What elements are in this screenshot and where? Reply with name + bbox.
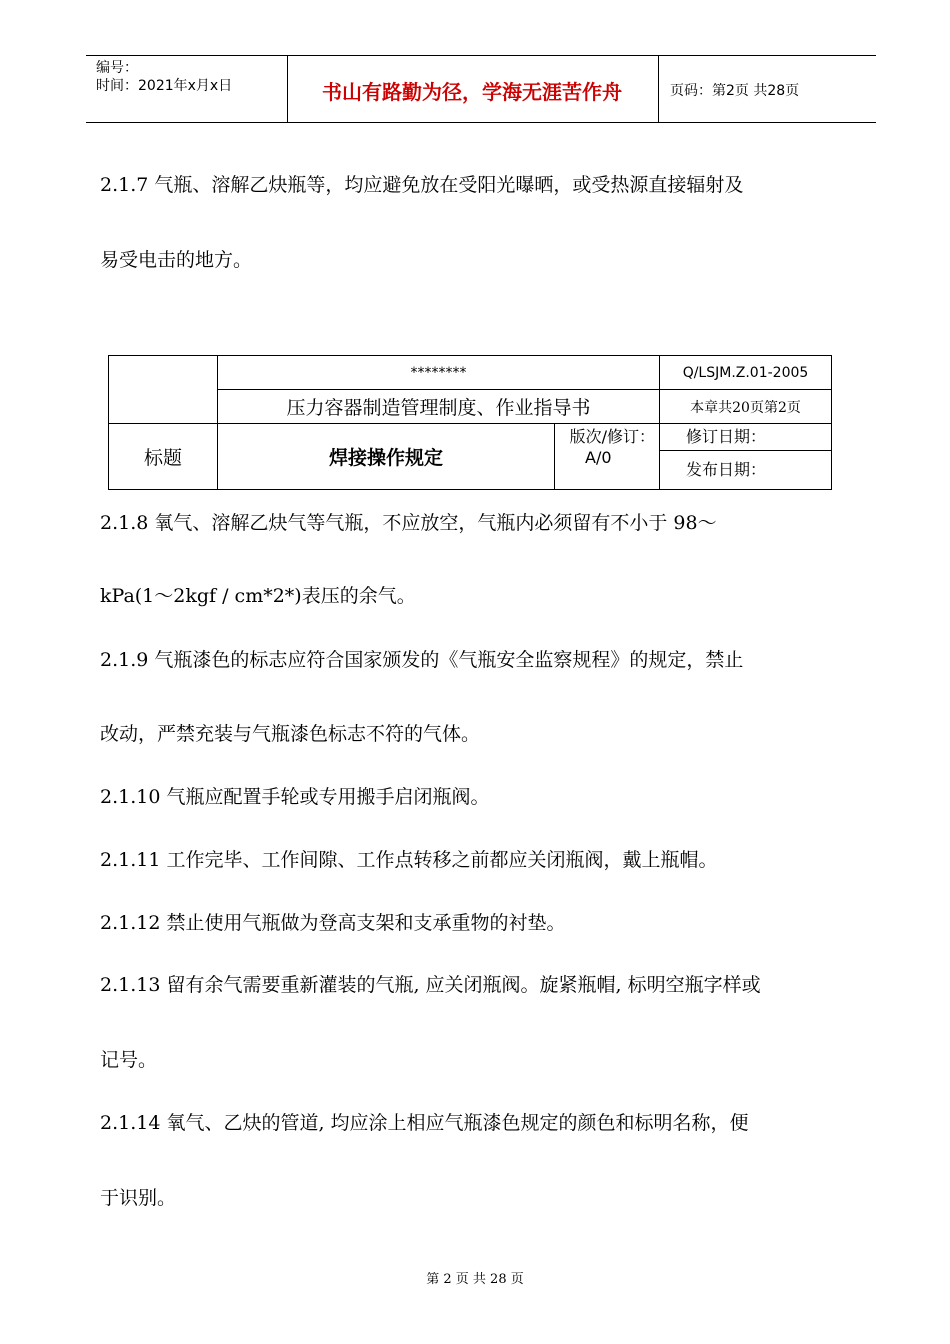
clause-2-1-7-line2: 易受电击的地方。 xyxy=(100,249,253,271)
clause-2-1-8-line2: kPa(1～2kgf / cm*2*)表压的余气。 xyxy=(100,585,416,607)
revise-date-label: 修订日期： xyxy=(660,424,831,451)
clause-2-1-10: 2.1.10 气瓶应配置手轮或专用搬手启闭瓶阀。 xyxy=(100,786,490,808)
clause-2-1-8-line1: 2.1.8 氧气、溶解乙炔气等气瓶，不应放空，气瓶内必须留有不小于 98～ xyxy=(100,512,717,534)
header-number-label: 编号： xyxy=(96,60,138,76)
dates-cell xyxy=(660,424,832,490)
version-cell xyxy=(555,424,660,490)
publish-date-label: 发布日期： xyxy=(686,460,767,479)
title-value: 焊接操作规定 xyxy=(218,424,555,490)
header-motto: 书山有路勤为径，学海无涯苦作舟 xyxy=(322,80,622,104)
table-blank-cell xyxy=(109,356,218,424)
title-label: 标题 xyxy=(109,424,218,490)
clause-2-1-14-line2: 于识别。 xyxy=(100,1187,177,1209)
header-page-label: 页码：第2页 共28页 xyxy=(670,83,800,99)
version-label: 版次/修订： xyxy=(569,427,655,446)
document-title: 压力容器制造管理制度、作业指导书 xyxy=(218,390,660,424)
clause-2-1-12: 2.1.12 禁止使用气瓶做为登高支架和支承重物的衬垫。 xyxy=(100,912,566,934)
clause-2-1-11: 2.1.11 工作完毕、工作间隙、工作点转移之前都应关闭瓶阀，戴上瓶帽。 xyxy=(100,849,718,871)
clause-2-1-9-line2: 改动，严禁充装与气瓶漆色标志不符的气体。 xyxy=(100,723,481,745)
clause-2-1-7-line1: 2.1.7 气瓶、溶解乙炔瓶等，均应避免放在受阳光曝晒，或受热源直接辐射及 xyxy=(100,174,744,196)
document-code: Q/LSJM.Z.01-2005 xyxy=(660,356,832,390)
version-value: A/0 xyxy=(585,448,612,467)
clause-2-1-14-line1: 2.1.14 氧气、乙炔的管道, 均应涂上相应气瓶漆色规定的颜色和标明名称，便 xyxy=(100,1112,749,1134)
document-info-table xyxy=(108,355,832,490)
header-top-rule xyxy=(86,55,876,56)
clause-2-1-9-line1: 2.1.9 气瓶漆色的标志应符合国家颁发的《气瓶安全监察规程》的规定，禁止 xyxy=(100,649,744,671)
clause-2-1-13-line1: 2.1.13 留有余气需要重新灌装的气瓶, 应关闭瓶阀。旋紧瓶帽, 标明空瓶字样或 xyxy=(100,974,761,996)
header-time-label: 时间：2021年x月x日 xyxy=(96,78,233,94)
header-divider-right xyxy=(658,55,659,122)
header-bottom-rule xyxy=(86,122,876,123)
company-name: ******** xyxy=(218,356,660,390)
chapter-pages: 本章共20页第2页 xyxy=(660,390,832,424)
page-footer: 第 2 页 共 28 页 xyxy=(426,1272,524,1287)
clause-2-1-13-line2: 记号。 xyxy=(100,1049,158,1071)
